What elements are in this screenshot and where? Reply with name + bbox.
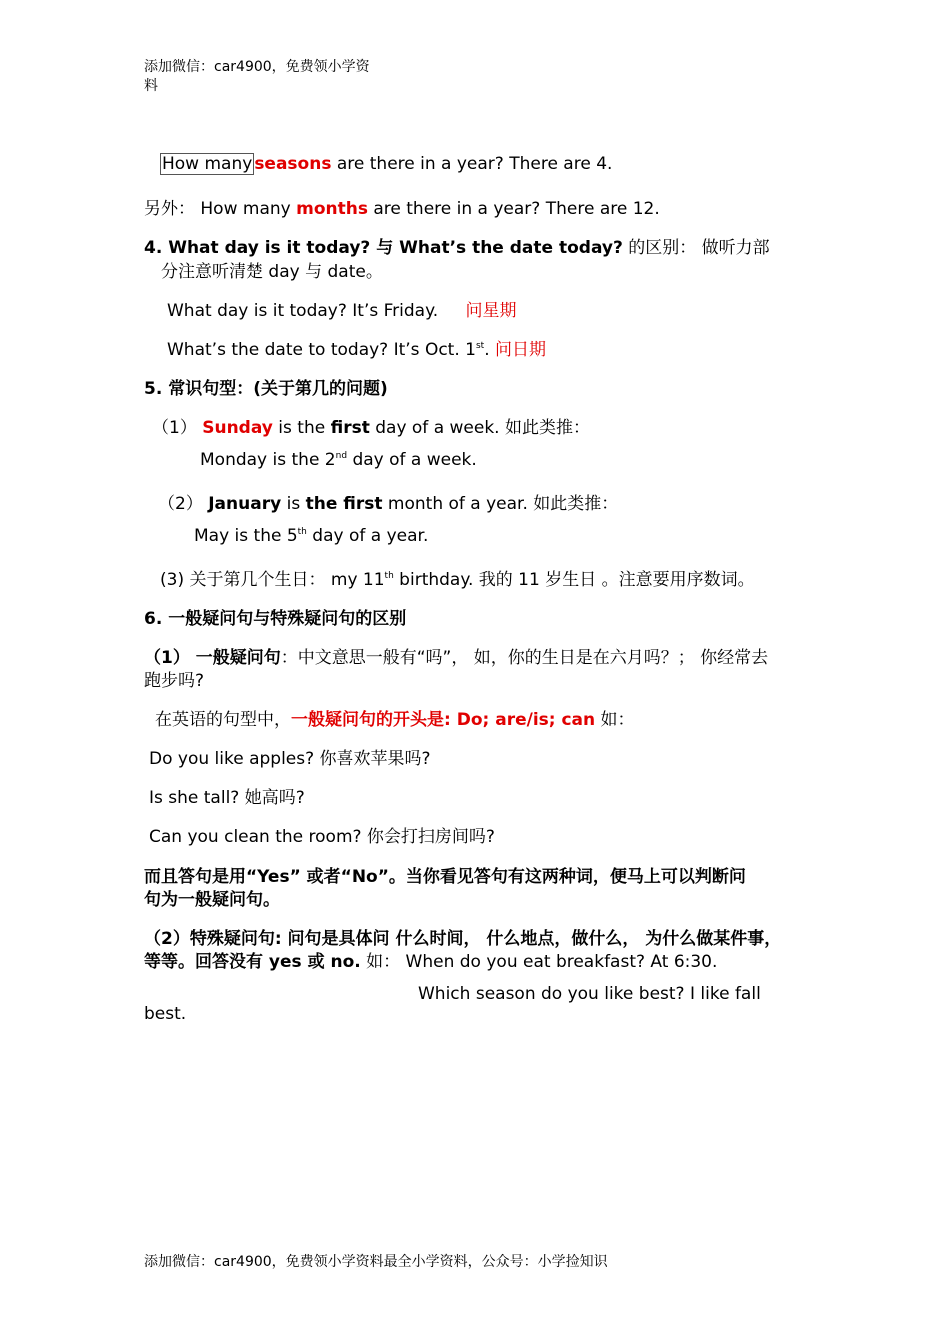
section-6-p3-line-2 <box>144 947 717 972</box>
section-6-p3-line-1: （2）特殊疑问句: 问句是具体问 什么时间， 什么地点，做什么， 为什么做某件事， <box>144 929 782 949</box>
section-4-title-bold: 4. What day is it today? 与 What’s the date today? <box>144 238 623 258</box>
example-2-post: . <box>484 340 490 360</box>
section-6-p4-line-1: Which season do you like best? I like fall <box>418 984 761 1004</box>
section-4-title-tail: 的区别： 做听力部 <box>628 238 770 258</box>
item-3-sup: th <box>384 571 394 581</box>
section-6-p4-line-2: best. <box>144 1004 187 1024</box>
months-rest: are there in a year? There are 12. <box>373 199 660 219</box>
item-3-text: (3) 关于第几个生日： my 11 <box>160 570 385 590</box>
item-1-mid: is the <box>278 418 326 438</box>
section-6-bold-line-1: 而且答句是用“Yes” 或者“No”。当你看见答句有这两种词，便马上可以判断问 <box>144 867 746 887</box>
item-2-example-post: day of a year. <box>306 526 429 546</box>
example-1-note: 问星期 <box>465 301 517 321</box>
section-6-example-3: Can you clean the room? 你会打扫房间吗? <box>149 827 495 847</box>
section-4-title <box>144 233 770 258</box>
seasons-line <box>160 154 612 174</box>
section-6-example-2: Is she tall? 她高吗? <box>149 788 305 808</box>
example-2-text: What’s the date to today? It’s Oct. 1 <box>167 340 476 360</box>
boxed-how-many: How many <box>162 154 253 174</box>
months-prefix: 另外： How many <box>144 199 291 219</box>
item-2-rest: month of a year. 如此类推： <box>387 494 619 514</box>
months-line <box>144 194 660 219</box>
section-5-item-2 <box>158 489 618 514</box>
example-1-text: What day is it today? It’s Friday. <box>167 301 439 321</box>
section-5-item-1-example <box>200 450 477 470</box>
keyword-first: first <box>330 418 370 438</box>
seasons-rest: are there in a year? There are 4. <box>336 154 613 174</box>
section-4-example-1 <box>167 296 517 321</box>
section-6-p1 <box>144 643 768 668</box>
special-question-example: 如： When do you eat breakfast? At 6:30. <box>366 952 718 972</box>
item-2-number: （2） <box>158 494 203 514</box>
special-question-tail: 等等。回答没有 yes 或 no. <box>144 952 361 972</box>
section-5-item-1 <box>152 413 590 438</box>
section-5-item-3 <box>160 565 755 590</box>
section-6-example-1: Do you like apples? 你喜欢苹果吗? <box>149 749 431 769</box>
item-1-example-post: day of a week. <box>347 450 477 470</box>
example-2-sup: st <box>475 341 485 351</box>
footer-note: 添加微信：car4900，免费领小学资料最全小学资料，公众号：小学捡知识 <box>144 1254 608 1270</box>
section-5-item-2-example <box>194 526 428 546</box>
section-6-title: 6. 一般疑问句与特殊疑问句的区别 <box>144 609 407 629</box>
general-question-label: （1） 一般疑问句 <box>144 648 281 668</box>
general-question-text: ：中文意思一般有“吗”， 如，你的生日是在六月吗？； 你经常去 <box>280 648 769 668</box>
header-line-1: 添加微信：car4900，免费领小学资 <box>144 59 370 75</box>
item-1-number: （1） <box>152 418 197 438</box>
p2-highlight: 一般疑问句的开头是: Do; are/is; can <box>291 710 596 730</box>
keyword-seasons: seasons <box>254 154 332 174</box>
keyword-the-first: the first <box>305 494 383 514</box>
section-6-p2 <box>155 705 635 730</box>
item-3-post: birthday. 我的 11 岁生日 。注意要用序数词。 <box>393 570 755 590</box>
section-4-title-line2: 分注意听清楚 day 与 date。 <box>161 262 383 282</box>
header-note <box>144 58 370 96</box>
keyword-months: months <box>296 199 368 219</box>
section-4-example-2 <box>167 335 546 360</box>
example-2-note: 问日期 <box>495 340 546 360</box>
section-6-p1-line2: 跑步吗? <box>144 671 205 691</box>
keyword-sunday: Sunday <box>202 418 273 438</box>
p2-prefix: 在英语的句型中， <box>155 710 291 730</box>
item-1-rest: day of a week. 如此类推： <box>375 418 590 438</box>
p2-suffix: 如： <box>600 710 635 730</box>
header-line-2: 料 <box>144 78 158 94</box>
item-1-example-text: Monday is the 2 <box>200 450 336 470</box>
section-6-bold-line-2: 句为一般疑问句。 <box>144 890 280 910</box>
item-2-mid: is <box>286 494 301 514</box>
section-5-title: 5. 常识句型：(关于第几的问题) <box>144 379 388 399</box>
item-2-example-text: May is the 5 <box>194 526 298 546</box>
keyword-january: January <box>208 494 282 514</box>
item-2-example-sup: th <box>297 527 307 537</box>
item-1-example-sup: nd <box>335 451 348 461</box>
